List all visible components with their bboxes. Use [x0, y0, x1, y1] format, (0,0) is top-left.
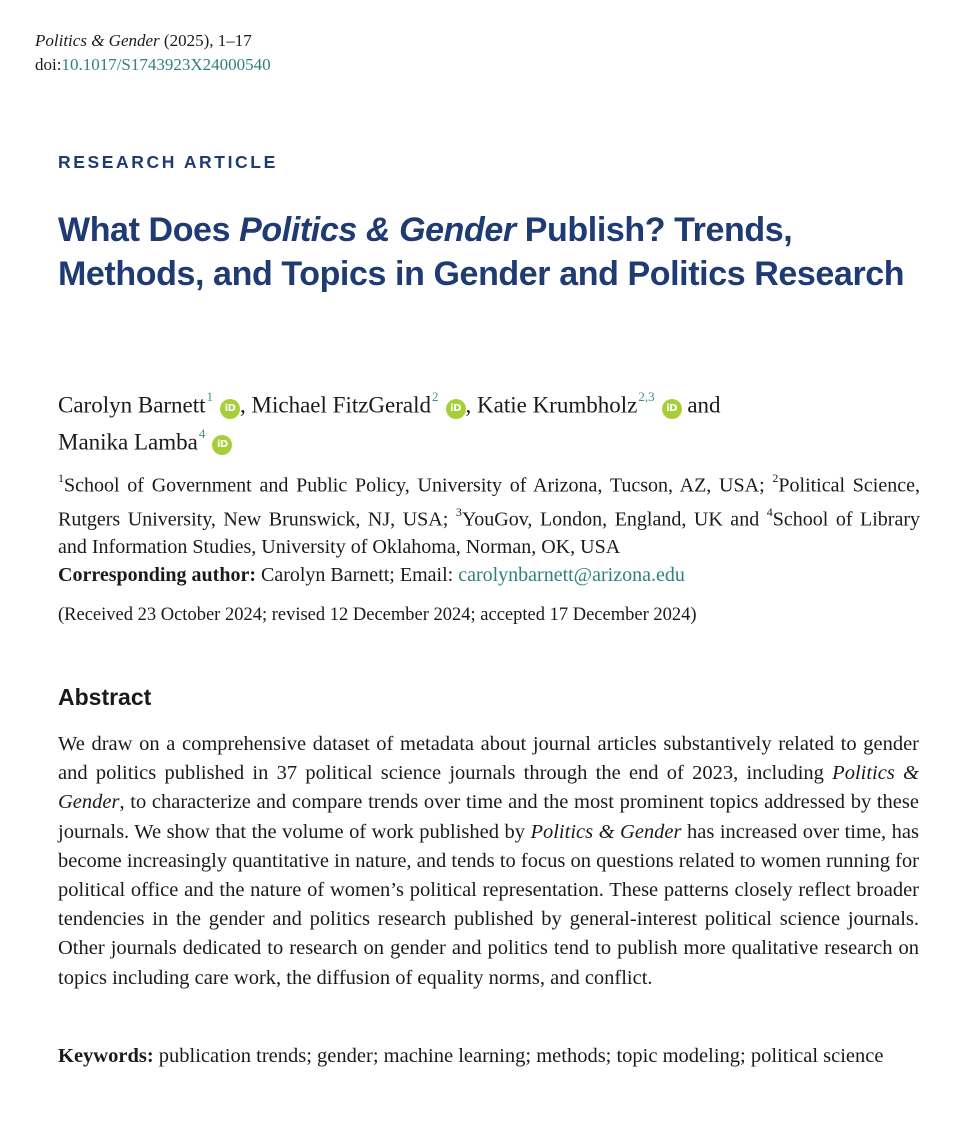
affiliation-text: Political Science, Rutgers University, New Brunswick, NJ, USA; — [58, 474, 920, 531]
doi-prefix: doi: — [35, 55, 62, 74]
keywords-text: publication trends; gender; machine learning; methods; topic modeling; political science — [153, 1045, 884, 1067]
author-name: Katie Krumbholz — [477, 392, 638, 418]
corresponding-author-text: Carolyn Barnett; Email: — [256, 564, 459, 587]
affiliation-number: 4 — [766, 504, 773, 519]
author-separator: and — [681, 392, 721, 418]
article-title — [58, 208, 918, 296]
journal-citation — [35, 29, 271, 77]
affiliations-block — [58, 466, 920, 589]
abstract-segment: , to characterize and compare trends over time and the most prominent topics addressed by these journals. We show that the volume of work published by — [58, 791, 919, 843]
keywords-label: Keywords: — [58, 1045, 154, 1067]
title-part-1: What Does — [58, 211, 240, 249]
orcid-icon[interactable]: iD — [220, 399, 240, 419]
keywords-block — [58, 1042, 920, 1071]
orcid-icon[interactable]: iD — [446, 399, 466, 419]
doi-link[interactable]: 10.1017/S1743923X24000540 — [61, 55, 271, 74]
orcid-icon[interactable]: iD — [212, 435, 232, 455]
author-name: Carolyn Barnett — [58, 392, 206, 418]
title-part-2: Publish? Trends, Methods, and Topics in Gender and Politics Research — [58, 211, 905, 293]
corresponding-email-link[interactable]: carolynbarnett@arizona.edu — [458, 564, 685, 587]
abstract-text — [58, 730, 919, 993]
abstract-heading: Abstract — [58, 684, 152, 710]
affiliation-text: YouGov, London, England, UK and — [461, 508, 767, 531]
journal-year-pages: (2025), 1–17 — [159, 31, 252, 50]
abstract-segment: We draw on a comprehensive dataset of metadata about journal articles substantively related to gender and politics published in 37 political science journals through the end of 2023, including — [58, 733, 919, 785]
affiliation-number: 2 — [772, 471, 779, 485]
abstract-journal-italic: Politics & Gender — [58, 762, 919, 814]
orcid-icon[interactable]: iD — [662, 399, 682, 419]
affiliation-number: 3 — [455, 504, 462, 519]
author-name: Michael FitzGerald — [251, 392, 432, 418]
received-dates: (Received 23 October 2024; revised 12 December 2024; accepted 17 December 2024) — [58, 605, 697, 625]
author-affiliation-number: 2,3 — [638, 389, 655, 404]
affiliation-number: 1 — [58, 471, 64, 485]
abstract-segment: has increased over time, has become increasingly quantitative in nature, and tends to focus on questions related to women running for political office and the nature of women’s political representation. These patterns closely reflect broader tendencies in the gender and politics research published by general-interest political science journals. Other journals dedicated to research on gender and politics tend to publish more qualitative research on topics including care work, the diffusion of equality norms, and conflict. — [58, 820, 919, 989]
author-separator: , — [465, 392, 478, 418]
author-affiliation-number: 1 — [206, 389, 214, 404]
journal-name: Politics & Gender — [35, 31, 160, 50]
title-journal-italic: Politics & Gender — [239, 211, 516, 249]
corresponding-author-label: Corresponding author: — [58, 564, 256, 587]
affiliation-text: School of Library and Information Studies, University of Oklahoma, Norman, OK, USA — [58, 508, 921, 559]
author-separator: , — [240, 392, 252, 418]
author-list — [58, 384, 938, 457]
abstract-journal-italic: Politics & Gender — [530, 820, 682, 843]
author-name: Manika Lamba — [58, 429, 198, 455]
affiliation-text: School of Government and Public Policy, University of Arizona, Tucson, AZ, USA; — [64, 474, 773, 497]
author-affiliation-number: 2 — [432, 389, 439, 404]
author-affiliation-number: 4 — [198, 425, 206, 441]
article-type-label: RESEARCH ARTICLE — [58, 152, 278, 172]
